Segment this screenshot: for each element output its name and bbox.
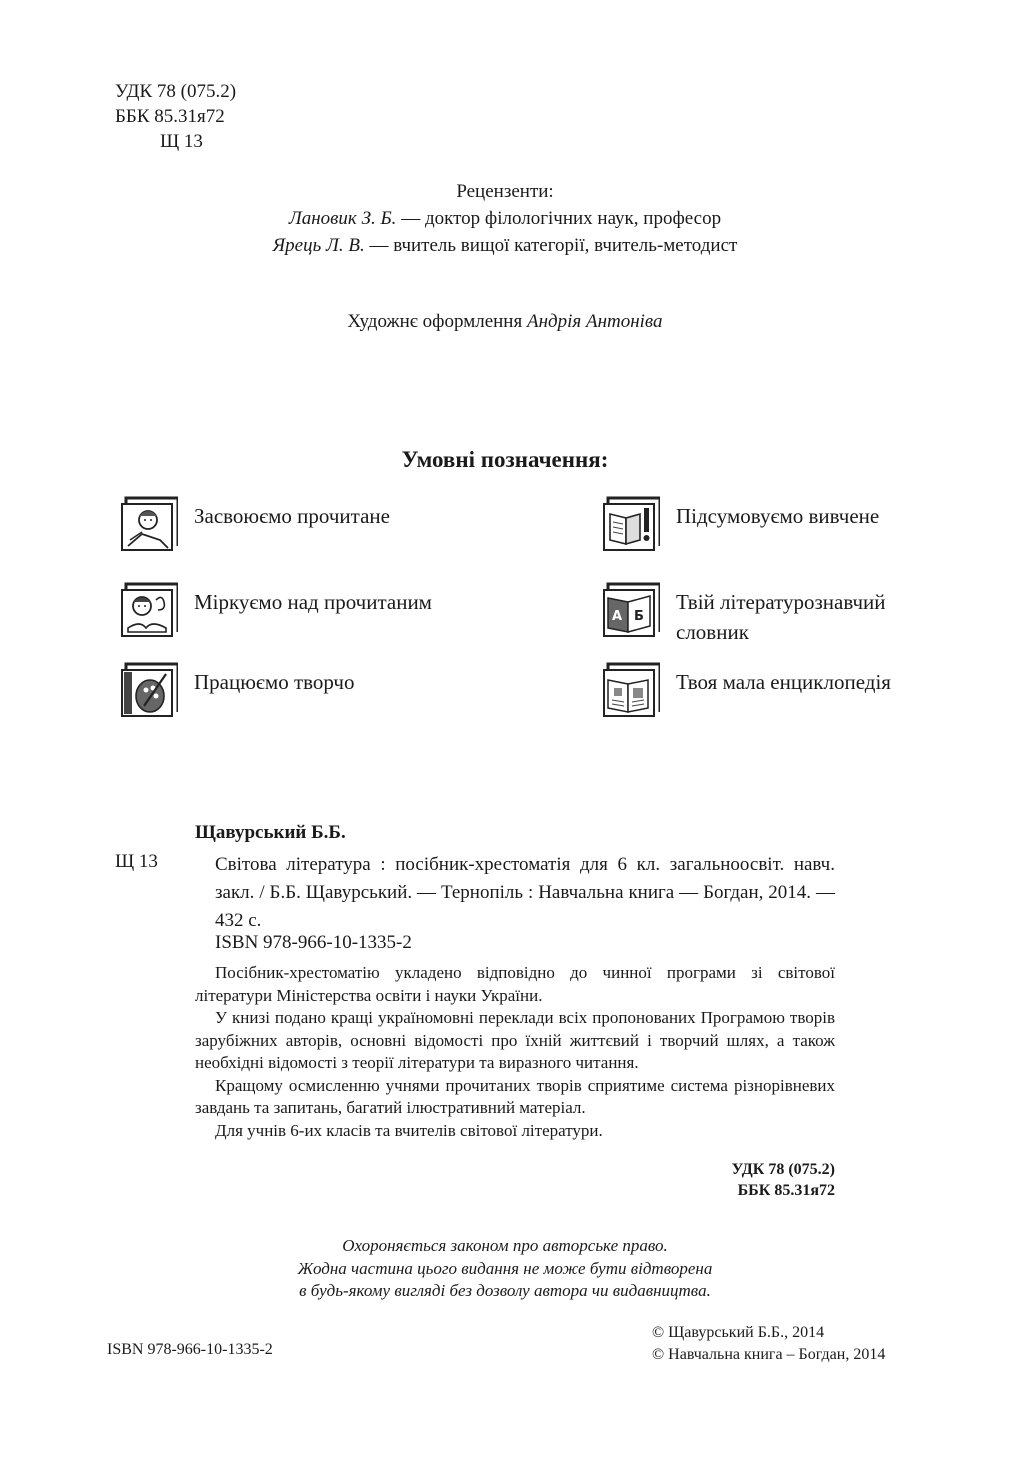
author-mark: Щ 13 (160, 131, 203, 152)
copyright-holder: © Навчальна книга – Богдан, 2014 (652, 1346, 886, 1363)
legend-label: Підсумовуємо вивчене (676, 504, 880, 528)
footer-copyrights (652, 1322, 885, 1366)
reviewer-name: Лановик З. Б. (288, 208, 397, 229)
legend-title: Умовні позначення: (401, 447, 609, 472)
design-prefix: Художнє оформлення (347, 311, 527, 332)
abstract-paragraph: Кращому осмисленню учнями прочитаних творів сприятиме система різнорівневих завдань та запитань, багатий ілюстративний матеріал. (195, 1075, 835, 1117)
abstract-paragraph: Для учнів 6-их класів та вчителів світової літератури. (215, 1120, 603, 1140)
encyclopedia-book-icon (602, 660, 660, 718)
reviewer-1 (180, 207, 830, 234)
bib-description: Світова література : посібник-хрестоматія для 6 кл. загальноосвіт. навч. закл. / Б.Б. Щавурський. — Тернопіль : Навчальна книга — Богдан, 2014. — 432 с. (215, 854, 835, 931)
reviewer-desc: — доктор філологічних наук, професор (396, 208, 722, 229)
legend-item (602, 660, 956, 718)
reading-person-icon (120, 494, 178, 552)
bib-abstract (195, 962, 835, 1142)
design-artist: Андрія Антоніва (526, 311, 663, 332)
abstract-paragraph: Посібник-хрестоматію укладено відповідно до чинної програми зі світової літератури Міністерства освіти і науки України. (195, 963, 835, 1005)
legend-label: Засвоюємо прочитане (194, 504, 390, 528)
legend-label: Твій літературознавчий словник (676, 590, 886, 644)
copyright-line: Жодна частина цього видання не може бути відтворена (297, 1258, 713, 1278)
reviewer-2 (180, 234, 830, 261)
reviewers-heading: Рецензенти: (456, 181, 554, 202)
reviewer-name: Ярець Л. В. (272, 235, 365, 256)
legend-label: Працюємо творчо (194, 670, 355, 694)
svg-text:A: A (612, 609, 623, 624)
legend-item (602, 494, 956, 552)
reviewers-block (180, 180, 830, 261)
bib-author: Щавурський Б.Б. (195, 822, 346, 843)
legend-label: Твоя мала енциклопедія (676, 670, 891, 694)
copyright-holder: © Щавурський Б.Б., 2014 (652, 1324, 825, 1341)
footer-isbn: ISBN 978-966-10-1335-2 (107, 1341, 273, 1358)
copyright-notice (180, 1235, 830, 1303)
abstract-paragraph: У книзі подано кращі україномовні переклади всіх пропонованих Програмою творів зарубіжних авторів, основні відомості про їхній життєвий і творчий шлях, а також необхідні відомості з теорії літератури та виразного читання. (195, 1008, 835, 1072)
bib-bbk: ББК 85.31я72 (737, 1182, 835, 1199)
copyright-line: Охороняється законом про авторське право. (342, 1236, 668, 1255)
bbk-code: ББК 85.31я72 (115, 106, 225, 127)
bib-code: Щ 13 (115, 851, 158, 872)
thinking-person-icon (120, 580, 178, 638)
legend-item (120, 580, 474, 638)
legend-item (120, 494, 474, 552)
bib-isbn: ISBN 978-966-10-1335-2 (215, 932, 412, 953)
design-credit (180, 310, 830, 334)
open-book-exclamation-icon (602, 494, 660, 552)
dictionary-ab-icon (602, 580, 660, 638)
copyright-line: в будь-якому вигляді без дозволу автора чи видавництва. (299, 1281, 711, 1300)
legend-item (602, 580, 956, 647)
udk-block (115, 80, 236, 155)
reviewer-desc: — вчитель вищої категорії, вчитель-методист (364, 235, 738, 256)
legend-item (120, 660, 474, 718)
svg-text:Б: Б (634, 609, 644, 624)
bib-udk: УДК 78 (075.2) (731, 1161, 835, 1178)
palette-brush-icon (120, 660, 178, 718)
udk-code: УДК 78 (075.2) (115, 81, 237, 102)
legend-label: Міркуємо над прочитаним (194, 590, 432, 614)
